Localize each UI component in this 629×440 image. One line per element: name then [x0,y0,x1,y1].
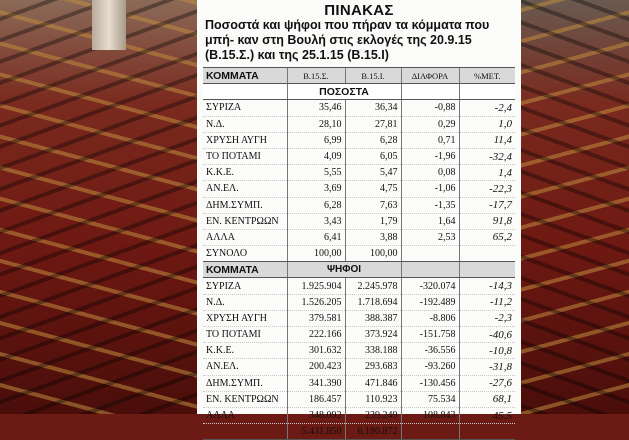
cell-party: ΑΛΛΑ [203,229,287,245]
cell-diff: -192.489 [401,294,459,310]
cell-b15i: 1,79 [345,213,401,229]
cell-met: -40,6 [459,327,515,343]
cell-party: Κ.Κ.Ε. [203,343,287,359]
cell-b15s: 348.092 [287,407,345,423]
table-row [203,148,515,164]
cell-b15s: 6,99 [287,132,345,148]
cell-b15i: 5,47 [345,165,401,181]
total-party: ΣΥΝΟΛΟ [203,246,287,262]
election-results-table [203,67,515,440]
cell-b15s: 301.632 [287,343,345,359]
cell-met: 68,1 [459,391,515,407]
cell-party: ΔΗΜ.ΣΥΜΠ. [203,197,287,213]
cell-b15i: 110.923 [345,391,401,407]
table-row [203,165,515,181]
cell-party: ΣΥΡΙΖΑ [203,278,287,294]
cell-party: ΑΛΛΑ [203,407,287,423]
cell-party: ΕΝ. ΚΕΝΤΡΩΩΝ [203,391,287,407]
header-party: ΚΟΜΜΑΤΑ [203,68,287,84]
cell-b15s: 1.925.904 [287,278,345,294]
cell-b15i: 471.846 [345,375,401,391]
cell-b15i: 27,81 [345,116,401,132]
marble-column [92,0,126,50]
cell-party: ΤΟ ΠΟΤΑΜΙ [203,327,287,343]
cell-b15i: 338.188 [345,343,401,359]
cell-b15i: 7,63 [345,197,401,213]
section-header-percent [203,84,515,100]
table-row [203,343,515,359]
table-row [203,375,515,391]
cell-diff: 108.843 [401,407,459,423]
cell-b15i: 3,88 [345,229,401,245]
header-diff: ΔΙΑΦΟΡΑ [401,68,459,84]
cell-party: ΣΥΡΙΖΑ [203,100,287,116]
cell-met: 11,4 [459,132,515,148]
table-row [203,294,515,310]
table-row [203,327,515,343]
cell-met: 91,8 [459,213,515,229]
cell-party: ΧΡΥΣΗ ΑΥΓΗ [203,310,287,326]
cell-met: -2,4 [459,100,515,116]
cell-met: -14,3 [459,278,515,294]
table-row [203,197,515,213]
table-row [203,213,515,229]
cell-diff: -1,35 [401,197,459,213]
total-b15i: 6.180.872 [345,424,401,440]
table-row [203,100,515,116]
cell-diff: -151.758 [401,327,459,343]
section-label-votes: ΨΗΦΟΙ [287,262,401,278]
cell-b15i: 1.718.694 [345,294,401,310]
cell-diff: -36.556 [401,343,459,359]
table-row [203,391,515,407]
cell-diff: -1,06 [401,181,459,197]
cell-diff: 2,53 [401,229,459,245]
table-total-row [203,246,515,262]
cell-b15i: 293.683 [345,359,401,375]
cell-b15s: 222.166 [287,327,345,343]
cell-diff: 0,29 [401,116,459,132]
cell-party: ΤΟ ΠΟΤΑΜΙ [203,148,287,164]
cell-b15i: 239.249 [345,407,401,423]
total-b15i: 100,00 [345,246,401,262]
cell-met: -32,4 [459,148,515,164]
cell-party: ΑΝ.ΕΛ. [203,181,287,197]
parliament-photo-left [0,0,197,414]
table-header-row [203,68,515,84]
cell-diff: -0,88 [401,100,459,116]
total-party [203,424,287,440]
total-diff [401,424,459,440]
cell-b15i: 388.387 [345,310,401,326]
cell-met: 65,2 [459,229,515,245]
cell-met: -17,7 [459,197,515,213]
cell-met: -11,2 [459,294,515,310]
cell-b15i: 6,05 [345,148,401,164]
cell-b15s: 1.526.205 [287,294,345,310]
cell-b15i: 6,28 [345,132,401,148]
cell-b15s: 4,09 [287,148,345,164]
cell-party: ΔΗΜ.ΣΥΜΠ. [203,375,287,391]
newspaper-clipping [197,0,521,438]
page-title: ΠΙΝΑΚΑΣ [324,2,394,19]
table-row [203,278,515,294]
total-b15s: 5.431.850 [287,424,345,440]
cell-met: -27,6 [459,375,515,391]
cell-b15s: 341.390 [287,375,345,391]
cell-b15i: 2.245.978 [345,278,401,294]
cell-diff: 0,08 [401,165,459,181]
cell-diff: -93.260 [401,359,459,375]
cell-b15s: 5,55 [287,165,345,181]
table-row [203,359,515,375]
cell-party: Κ.Κ.Ε. [203,165,287,181]
cell-b15s: 186.457 [287,391,345,407]
cell-party: Ν.Δ. [203,294,287,310]
cell-b15i: 4,75 [345,181,401,197]
cell-met: -2,3 [459,310,515,326]
cell-b15i: 373.924 [345,327,401,343]
cell-diff: 75.534 [401,391,459,407]
cell-b15s: 379.581 [287,310,345,326]
cell-diff: -320.074 [401,278,459,294]
cell-b15i: 36,34 [345,100,401,116]
total-diff [401,246,459,262]
table-row [203,132,515,148]
table-row [203,310,515,326]
cell-met: 1,4 [459,165,515,181]
cell-b15s: 35,46 [287,100,345,116]
cell-diff: -130.456 [401,375,459,391]
header-b15i: Β.15.Ι. [345,68,401,84]
cell-party: ΑΝ.ΕΛ. [203,359,287,375]
table-row [203,407,515,423]
cell-met: -10,8 [459,343,515,359]
header-b15s: Β.15.Σ. [287,68,345,84]
cell-party: ΕΝ. ΚΕΝΤΡΩΩΝ [203,213,287,229]
table-caption: Ποσοστά και ψήφοι που πήραν τα κόμματα που μπή- καν στη Βουλή στις εκλογές της 20.9.15 (Β.15.Σ.) και της 25.1.15 (Β.15.Ι) [205,18,490,62]
total-b15s: 100,00 [287,246,345,262]
cell-party: ΧΡΥΣΗ ΑΥΓΗ [203,132,287,148]
cell-b15s: 28,10 [287,116,345,132]
cell-met: 1,0 [459,116,515,132]
cell-b15s: 3,69 [287,181,345,197]
cell-met: -31,8 [459,359,515,375]
total-met [459,424,515,440]
header-met: %ΜΕΤ. [459,68,515,84]
cell-met: 45,5 [459,407,515,423]
cell-b15s: 6,41 [287,229,345,245]
table-total-row [203,424,515,440]
section-label-percent: ΠΟΣΟΣΤΑ [287,84,401,100]
cell-met: -22,3 [459,181,515,197]
table-row [203,181,515,197]
parliament-photo-right [521,0,629,414]
total-met [459,246,515,262]
cell-diff: -8.806 [401,310,459,326]
cell-b15s: 6,28 [287,197,345,213]
section-header-votes [203,262,515,278]
table-row [203,229,515,245]
cell-diff: 0,71 [401,132,459,148]
cell-b15s: 200.423 [287,359,345,375]
table-row [203,116,515,132]
cell-b15s: 3,43 [287,213,345,229]
header-party-votes: ΚΟΜΜΑΤΑ [203,262,287,278]
cell-diff: -1,96 [401,148,459,164]
cell-diff: 1,64 [401,213,459,229]
cell-party: Ν.Δ. [203,116,287,132]
